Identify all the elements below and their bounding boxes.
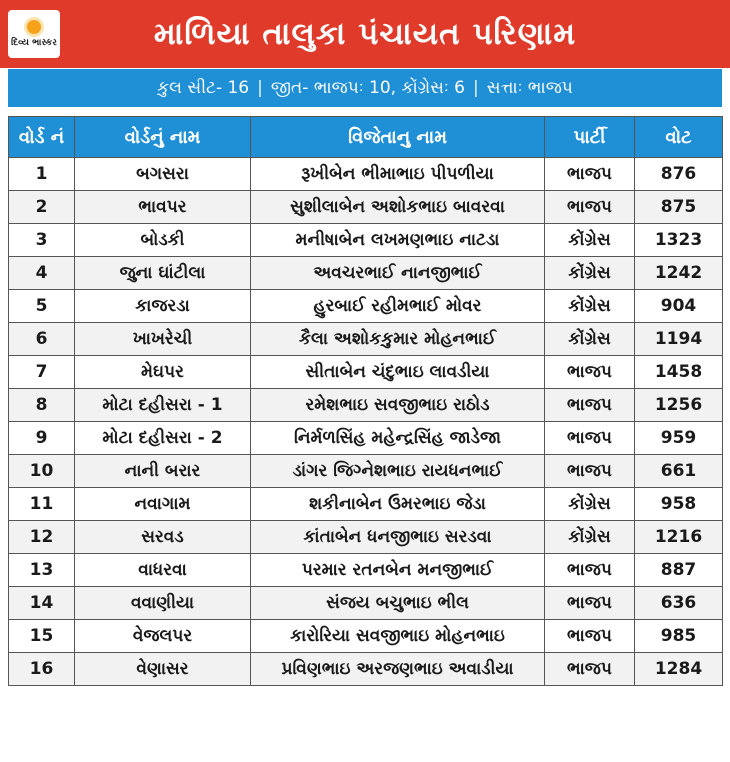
winner-name-cell: કૈલા અશોકકુમાર મોહનભાઈ [251, 323, 545, 356]
table-row [9, 620, 723, 653]
votes-cell: 1458 [635, 356, 723, 389]
ward-name-cell: સરવડ [75, 521, 251, 554]
votes-cell: 958 [635, 488, 723, 521]
ward-no-cell: 5 [9, 290, 75, 323]
total-seats: કુલ સીટ- 16 [157, 78, 250, 98]
winner-name-cell: કારોરિયા સવજીભાઇ મોહનભાઇ [251, 620, 545, 653]
party-cell: ભાજપ [545, 554, 635, 587]
wins-summary: જીત- ભાજપઃ 10, કોંગ્રેસઃ 6 [270, 78, 465, 98]
brand-logo [8, 10, 60, 58]
header-winner-name: વિજેતાનુ નામ [251, 117, 545, 158]
ward-no-cell: 16 [9, 653, 75, 686]
party-cell: કોંગ્રેસ [545, 488, 635, 521]
ward-name-cell: વેજલપર [75, 620, 251, 653]
header-votes: વોટ [635, 117, 723, 158]
table-row [9, 323, 723, 356]
table-row [9, 191, 723, 224]
power-summary: સત્તાઃ ભાજપ [486, 78, 573, 98]
ward-no-cell: 2 [9, 191, 75, 224]
party-cell: કોંગ્રેસ [545, 224, 635, 257]
ward-name-cell: બગસરા [75, 158, 251, 191]
sun-icon [27, 20, 41, 34]
party-cell: કોંગ્રેસ [545, 323, 635, 356]
party-cell: ભાજપ [545, 389, 635, 422]
table-row [9, 455, 723, 488]
party-cell: ભાજપ [545, 356, 635, 389]
party-cell: કોંગ્રેસ [545, 290, 635, 323]
ward-name-cell: જુના ઘાંટીલા [75, 257, 251, 290]
votes-cell: 985 [635, 620, 723, 653]
votes-cell: 959 [635, 422, 723, 455]
ward-name-cell: મોટા દહીસરા - 1 [75, 389, 251, 422]
ward-no-cell: 6 [9, 323, 75, 356]
table-row [9, 422, 723, 455]
ward-no-cell: 8 [9, 389, 75, 422]
ward-name-cell: ખાખરેચી [75, 323, 251, 356]
winner-name-cell: શકીનાબેન ઉમરભાઇ જેડા [251, 488, 545, 521]
votes-cell: 887 [635, 554, 723, 587]
winner-name-cell: રમેશભાઇ સવજીભાઇ રાઠોડ [251, 389, 545, 422]
table-row [9, 290, 723, 323]
table-row [9, 356, 723, 389]
header-party: પાર્ટી [545, 117, 635, 158]
party-cell: ભાજપ [545, 455, 635, 488]
votes-cell: 1194 [635, 323, 723, 356]
divider: | [472, 78, 479, 98]
votes-cell: 904 [635, 290, 723, 323]
ward-name-cell: વવાણીયા [75, 587, 251, 620]
table-row [9, 257, 723, 290]
table-row [9, 389, 723, 422]
winner-name-cell: મનીષાબેન લખમણભાઇ નાટડા [251, 224, 545, 257]
party-cell: ભાજપ [545, 653, 635, 686]
ward-no-cell: 7 [9, 356, 75, 389]
page-title: માળિયા તાલુકા પંચાયત પરિણામ [153, 15, 577, 52]
ward-no-cell: 14 [9, 587, 75, 620]
ward-no-cell: 3 [9, 224, 75, 257]
winner-name-cell: પરમાર રતનબેન મનજીભાઈ [251, 554, 545, 587]
party-cell: કોંગ્રેસ [545, 257, 635, 290]
ward-name-cell: મેઘપર [75, 356, 251, 389]
ward-no-cell: 9 [9, 422, 75, 455]
ward-no-cell: 13 [9, 554, 75, 587]
votes-cell: 875 [635, 191, 723, 224]
ward-no-cell: 1 [9, 158, 75, 191]
winner-name-cell: સુશીલાબેન અશોકભાઇ બાવરવા [251, 191, 545, 224]
summary-bar [8, 69, 722, 107]
votes-cell: 876 [635, 158, 723, 191]
ward-name-cell: વાધરવા [75, 554, 251, 587]
ward-no-cell: 4 [9, 257, 75, 290]
ward-no-cell: 12 [9, 521, 75, 554]
ward-no-cell: 11 [9, 488, 75, 521]
ward-name-cell: કાજરડા [75, 290, 251, 323]
header-ward-name: વોર્ડનું નામ [75, 117, 251, 158]
winner-name-cell: ડાંગર જિગ્નેશભાઇ રાયધનભાઈ [251, 455, 545, 488]
votes-cell: 1323 [635, 224, 723, 257]
votes-cell: 1242 [635, 257, 723, 290]
title-bar [0, 0, 730, 68]
votes-cell: 1256 [635, 389, 723, 422]
votes-cell: 636 [635, 587, 723, 620]
party-cell: ભાજપ [545, 422, 635, 455]
ward-no-cell: 10 [9, 455, 75, 488]
winner-name-cell: કાંતાબેન ધનજીભાઇ સરડવા [251, 521, 545, 554]
ward-name-cell: બોડકી [75, 224, 251, 257]
divider: | [257, 78, 263, 98]
logo-text: દિવ્ય ભાસ્કર [11, 38, 57, 48]
party-cell: ભાજપ [545, 620, 635, 653]
header-ward-no: વોર્ડ નં [9, 117, 75, 158]
winner-name-cell: સંજય બચુભાઇ ભીલ [251, 587, 545, 620]
ward-name-cell: મોટા દહીસરા - 2 [75, 422, 251, 455]
winner-name-cell: અવચરભાઈ નાનજીભાઈ [251, 257, 545, 290]
ward-name-cell: નાની બરાર [75, 455, 251, 488]
table-row [9, 653, 723, 686]
table-header-row [9, 117, 723, 158]
party-cell: ભાજપ [545, 158, 635, 191]
winner-name-cell: હુરબાઈ રહીમભાઈ મોવર [251, 290, 545, 323]
party-cell: કોંગ્રેસ [545, 521, 635, 554]
table-row [9, 521, 723, 554]
ward-name-cell: નવાગામ [75, 488, 251, 521]
winner-name-cell: પ્રવિણભાઇ અરજણભાઇ અવાડીયા [251, 653, 545, 686]
party-cell: ભાજપ [545, 191, 635, 224]
table-row [9, 224, 723, 257]
table-row [9, 554, 723, 587]
table-row [9, 488, 723, 521]
table-row [9, 158, 723, 191]
ward-name-cell: વેણાસર [75, 653, 251, 686]
table-row [9, 587, 723, 620]
votes-cell: 1216 [635, 521, 723, 554]
ward-no-cell: 15 [9, 620, 75, 653]
winner-name-cell: રૂખીબેન ભીમાભાઇ પીપળીયા [251, 158, 545, 191]
votes-cell: 661 [635, 455, 723, 488]
results-table [8, 116, 723, 686]
winner-name-cell: નિર્મળસિંહ મહેન્દ્રસિંહ જાડેજા [251, 422, 545, 455]
ward-name-cell: ભાવપર [75, 191, 251, 224]
votes-cell: 1284 [635, 653, 723, 686]
party-cell: ભાજપ [545, 587, 635, 620]
winner-name-cell: સીતાબેન ચંદુભાઇ લાવડીયા [251, 356, 545, 389]
